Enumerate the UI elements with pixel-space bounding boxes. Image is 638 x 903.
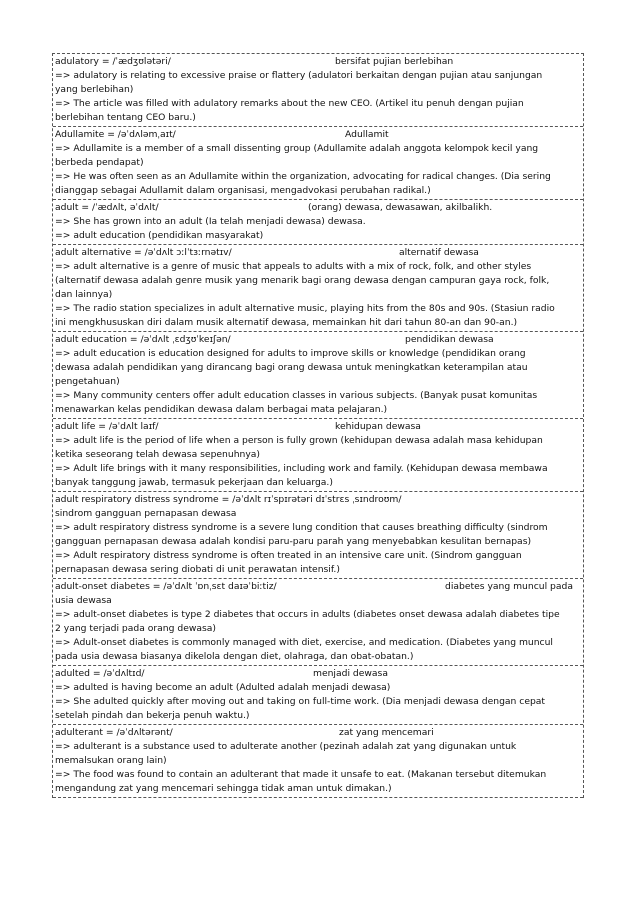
entry-line: (alternatif dewasa adalah genre musik yang menarik bagi orang dewasa dengan campuran gaya rock, folk,: [55, 275, 550, 286]
entry-line: => Adult life brings with it many responsibilities, including work and family. (Kehidupan dewasa membawa: [55, 463, 548, 474]
entry-header: [55, 333, 581, 347]
entry-line: berlebihan tentang CEO baru.): [55, 112, 196, 123]
entry-term: adult alternative = /əˈdʌlt ɔːlˈtɜːrnətɪv/: [55, 247, 232, 258]
entry-line: => She has grown into an adult (Ia telah menjadi dewasa) dewasa.: [55, 216, 366, 227]
entry-term: adulted = /əˈdʌltɪd/: [55, 668, 145, 679]
entry-line: ini mengkhususkan diri dalam musik alternatif dewasa, memainkan hit dari tahun 80-an dan 90-an.): [55, 317, 518, 328]
entry-line: ketika seseorang telah dewasa sepenuhnya): [55, 449, 261, 460]
entry-term: adult-onset diabetes = /əˈdʌlt ˈɒnˌsɛt daɪəˈbiːtiz/: [55, 581, 277, 592]
entry-line: pengetahuan): [55, 376, 120, 387]
entry-meaning: pendidikan dewasa: [405, 334, 494, 345]
entry-adult-life: [53, 419, 583, 492]
entry-meaning: bersifat pujian berlebihan: [335, 56, 454, 67]
entry-header: [55, 667, 581, 681]
entry-line: => adulatory is relating to excessive praise or flattery (adulatori berkaitan dengan pujian atau sanjungan: [55, 70, 543, 81]
entry-term: adult life = /əˈdʌlt laɪf/: [55, 421, 159, 432]
entry-line: => adult education is education designed for adults to improve skills or knowledge (pendidikan orang: [55, 348, 526, 359]
entry-meaning: kehidupan dewasa: [335, 421, 421, 432]
entry-line: 2 yang terjadi pada orang dewasa): [55, 623, 217, 634]
entry-header: [55, 201, 581, 215]
entry-line: => The food was found to contain an adulterant that made it unsafe to eat. (Makanan tersebut ditemukan: [55, 769, 547, 780]
dictionary-sheet: [52, 53, 584, 798]
entry-adulted: [53, 666, 583, 725]
entry-header: [55, 246, 581, 260]
entry-line: => adulterant is a substance used to adulterate another (pezinah adalah zat yang digunakan untuk: [55, 741, 517, 752]
entry-line: pada usia dewasa biasanya dikelola dengan diet, olahraga, dan obat-obatan.): [55, 651, 414, 662]
entry-meaning: menjadi dewasa: [313, 668, 388, 679]
entry-line: => She adulted quickly after moving out and taking on full-time work. (Dia menjadi dewasa dengan cepat: [55, 696, 546, 707]
entry-line: pernapasan dewasa sering diobati di unit perawatan intensif.): [55, 564, 340, 575]
entry-term: adulatory = /ˈædʒʊlətəri/: [55, 56, 171, 67]
entry-header: [55, 580, 581, 594]
entry-meaning: zat yang mencemari: [339, 727, 434, 738]
entry-meaning: Adullamit: [345, 129, 389, 140]
entry-line: => adult education (pendidikan masyarakat): [55, 230, 264, 241]
entry-line: memalsukan orang lain): [55, 755, 167, 766]
entry-line: => adult alternative is a genre of music that appeals to adults with a mix of rock, folk, and other styles: [55, 261, 532, 272]
entry-line: menawarkan kelas pendidikan dewasa dalam berbagai mata pelajaran.): [55, 404, 388, 415]
entry-adulatory: [53, 54, 583, 127]
entry-line: => adulted is having become an adult (Adulted adalah menjadi dewasa): [55, 682, 391, 693]
entry-adult-education: [53, 332, 583, 419]
entry-line: => adult respiratory distress syndrome is a severe lung condition that causes breathing difficulty (sindrom: [55, 522, 548, 533]
entry-line: mengandung zat yang mencemari sehingga tidak aman untuk dimakan.): [55, 783, 392, 794]
entry-adult-alternative: [53, 245, 583, 332]
entry-term: Adullamite = /əˈdʌləmˌaɪt/: [55, 129, 176, 140]
entry-line: => adult life is the period of life when a person is fully grown (kehidupan dewasa adalah masa kehidupan: [55, 435, 543, 446]
entry-term: adult = /ˈædʌlt, əˈdʌlt/: [55, 202, 159, 213]
entry-header: [55, 493, 581, 507]
entry-line: => Adullamite is a member of a small dissenting group (Adullamite adalah anggota kelompok kecil yang: [55, 143, 539, 154]
entry-line: sindrom gangguan pernapasan dewasa: [55, 508, 237, 519]
entry-line: gangguan pernapasan dewasa adalah kondisi paru-paru parah yang menyebabkan kesulitan bernapas): [55, 536, 532, 547]
entry-header: [55, 726, 581, 740]
entry-line: berbeda pendapat): [55, 157, 144, 168]
entry-meaning: alternatif dewasa: [399, 247, 479, 258]
entry-header: [55, 128, 581, 142]
entry-header: [55, 55, 581, 69]
entry-adullamite: [53, 127, 583, 200]
entry-line: dianggap sebagai Adullamit dalam organisasi, mengadvokasi perubahan radikal.): [55, 185, 431, 196]
entry-line: setelah pindah dan bekerja penuh waktu.): [55, 710, 250, 721]
entry-term: adult respiratory distress syndrome = /əˈdʌlt rɪˈspɪrətəri dɪˈstrɛs ˌsɪndroʊm/: [55, 494, 402, 505]
entry-adulterant: [53, 725, 583, 798]
entry-line: dan lainnya): [55, 289, 113, 300]
entry-line: => He was often seen as an Adullamite within the organization, advocating for radical changes. (Dia sering: [55, 171, 551, 182]
entry-line: yang berlebihan): [55, 84, 134, 95]
entry-line: => The radio station specializes in adult alternative music, playing hits from the 80s and 90s. (Stasiun radio: [55, 303, 555, 314]
entry-adult-onset-diabetes: [53, 579, 583, 666]
entry-header: [55, 420, 581, 434]
entry-line: dewasa adalah pendidikan yang dirancang bagi orang dewasa untuk meningkatkan keterampilan atau: [55, 362, 528, 373]
entry-line: => Many community centers offer adult education classes in various subjects. (Banyak pusat komunitas: [55, 390, 538, 401]
entry-line: usia dewasa: [55, 595, 112, 606]
entry-meaning: diabetes yang muncul pada: [445, 581, 573, 592]
entry-line: => Adult respiratory distress syndrome is often treated in an intensive care unit. (Sindrom gangguan: [55, 550, 522, 561]
entry-line: => The article was filled with adulatory remarks about the new CEO. (Artikel itu penuh dengan pujian: [55, 98, 524, 109]
entry-line: => Adult-onset diabetes is commonly managed with diet, exercise, and medication. (Diabetes yang muncul: [55, 637, 553, 648]
entry-term: adulterant = /əˈdʌltərənt/: [55, 727, 173, 738]
entry-meaning: (orang) dewasa, dewasawan, akilbalikh.: [308, 202, 493, 213]
entry-adult: [53, 200, 583, 245]
entry-term: adult education = /əˈdʌlt ˌɛdʒʊˈkeɪʃən/: [55, 334, 231, 345]
entry-adult-respiratory-distress-syndrome: [53, 492, 583, 579]
entry-line: banyak tanggung jawab, termasuk pekerjaan dan keluarga.): [55, 477, 333, 488]
entry-line: => adult-onset diabetes is type 2 diabetes that occurs in adults (diabetes onset dewasa adalah diabetes tipe: [55, 609, 560, 620]
